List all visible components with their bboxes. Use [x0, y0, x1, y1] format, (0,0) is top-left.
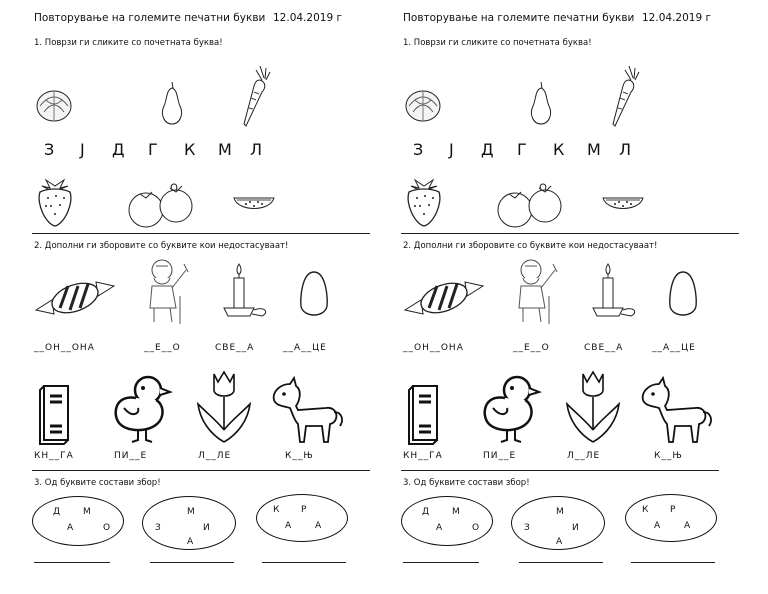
letter-1[interactable]: З [413, 140, 424, 159]
letter-2[interactable]: Ј [449, 140, 454, 159]
book-picture [36, 382, 72, 446]
letter-3[interactable]: Д [112, 140, 125, 159]
oval-letter: О [103, 523, 111, 533]
carrot-picture [240, 62, 274, 130]
section-divider [401, 233, 739, 234]
word-2: __Е__О [144, 343, 181, 353]
word-2: __Е__О [513, 343, 550, 353]
oval-letter: А [654, 521, 661, 531]
section-divider [401, 470, 719, 471]
oval-letter: М [187, 507, 195, 517]
answer-line-2[interactable] [150, 562, 234, 563]
worksheet-title: Повторување на големите печатни букви [34, 12, 266, 24]
tulip-picture [565, 370, 621, 446]
chick-picture [479, 372, 545, 446]
egg-picture [667, 268, 699, 322]
section2-instruction: 2. Дополни ги зборовите со буквите кои недостасуваат! [403, 241, 658, 251]
oval-letter: М [83, 507, 91, 517]
letter-4[interactable]: Г [148, 140, 158, 159]
worksheet-date: 12.04.2019 г [273, 12, 342, 24]
letters-row [44, 140, 280, 162]
letter-6[interactable]: М [218, 140, 232, 159]
answer-line-3[interactable] [262, 562, 346, 563]
candle-picture [587, 258, 643, 326]
tomatoes-picture [493, 178, 567, 228]
strawberry-picture [401, 174, 447, 228]
worksheet-left [0, 0, 368, 594]
oval-letter: А [315, 521, 322, 531]
oval-letter: О [472, 523, 480, 533]
grandpa-picture [509, 256, 563, 326]
oval-letter: З [524, 523, 530, 533]
oval-letter: К [642, 505, 649, 515]
word-5: КН__ГА [34, 451, 74, 461]
answer-line-1[interactable] [34, 562, 110, 563]
letter-2[interactable]: Ј [80, 140, 85, 159]
answer-line-3[interactable] [631, 562, 715, 563]
worksheet-title: Повторување на големите печатни букви [403, 12, 635, 24]
word-6: ПИ__Е [483, 451, 517, 461]
oval-letter: Р [670, 505, 676, 515]
carrot-picture [609, 62, 643, 130]
worksheet-date: 12.04.2019 г [642, 12, 711, 24]
letter-1[interactable]: З [44, 140, 55, 159]
horse-picture [268, 376, 344, 446]
letter-5[interactable]: К [184, 140, 196, 159]
oval-letter: М [452, 507, 460, 517]
section1-instruction: 1. Поврзи ги сликите со почетната буква! [403, 38, 592, 48]
worksheet-right [369, 0, 737, 594]
pear-picture [527, 78, 555, 126]
oval-letter: К [273, 505, 280, 515]
word-5: КН__ГА [403, 451, 443, 461]
letter-oval-3 [625, 494, 717, 542]
oval-letter: А [187, 537, 194, 547]
word-1: __ОН__ОНА [403, 343, 464, 353]
cabbage-picture [403, 78, 443, 126]
section-divider [32, 233, 370, 234]
word-7: Л__ЛЕ [567, 451, 601, 461]
section1-instruction: 1. Поврзи ги сликите со почетната буква! [34, 38, 223, 48]
oval-letter: А [556, 537, 563, 547]
pear-picture [158, 78, 186, 126]
letter-7[interactable]: Л [250, 140, 263, 159]
oval-letter: А [67, 523, 74, 533]
section-divider [32, 470, 370, 471]
oval-letter: А [436, 523, 443, 533]
word-8: К__Њ [654, 451, 683, 461]
answer-line-2[interactable] [519, 562, 603, 563]
candle-picture [218, 258, 274, 326]
word-1: __ОН__ОНА [34, 343, 95, 353]
oval-letter: З [155, 523, 161, 533]
word-6: ПИ__Е [114, 451, 148, 461]
watermelon-picture [601, 194, 645, 218]
tomatoes-picture [124, 178, 198, 228]
oval-letter: И [572, 523, 579, 533]
letter-oval-1 [401, 496, 493, 546]
word-3: СВЕ__А [584, 343, 624, 353]
word-7: Л__ЛЕ [198, 451, 232, 461]
oval-letter: А [684, 521, 691, 531]
chick-picture [110, 372, 176, 446]
letter-oval-3 [256, 494, 348, 542]
letters-row [413, 140, 649, 162]
word-4: __А__ЦЕ [283, 343, 327, 353]
oval-letter: Д [53, 507, 61, 517]
section3-instruction: 3. Од буквите состави збор! [403, 478, 530, 488]
tulip-picture [196, 370, 252, 446]
word-3: СВЕ__А [215, 343, 255, 353]
letter-7[interactable]: Л [619, 140, 632, 159]
strawberry-picture [32, 174, 78, 228]
letter-6[interactable]: М [587, 140, 601, 159]
section2-instruction: 2. Дополни ги зборовите со буквите кои недостасуваат! [34, 241, 289, 251]
oval-letter: Р [301, 505, 307, 515]
oval-letter: И [203, 523, 210, 533]
watermelon-picture [232, 194, 276, 218]
letter-oval-1 [32, 496, 124, 546]
candy-picture [34, 272, 116, 324]
section3-instruction: 3. Од буквите состави збор! [34, 478, 161, 488]
egg-picture [298, 268, 330, 322]
horse-picture [637, 376, 713, 446]
letter-4[interactable]: Г [517, 140, 527, 159]
answer-line-1[interactable] [403, 562, 479, 563]
oval-letter: Д [422, 507, 430, 517]
cabbage-picture [34, 78, 74, 126]
letter-3[interactable]: Д [481, 140, 494, 159]
letter-oval-2 [511, 496, 605, 550]
candy-picture [403, 272, 485, 324]
grandpa-picture [140, 256, 194, 326]
oval-letter: М [556, 507, 564, 517]
word-8: К__Њ [285, 451, 314, 461]
letter-5[interactable]: К [553, 140, 565, 159]
oval-letter: А [285, 521, 292, 531]
letter-oval-2 [142, 496, 236, 550]
word-4: __А__ЦЕ [652, 343, 696, 353]
book-picture [405, 382, 441, 446]
